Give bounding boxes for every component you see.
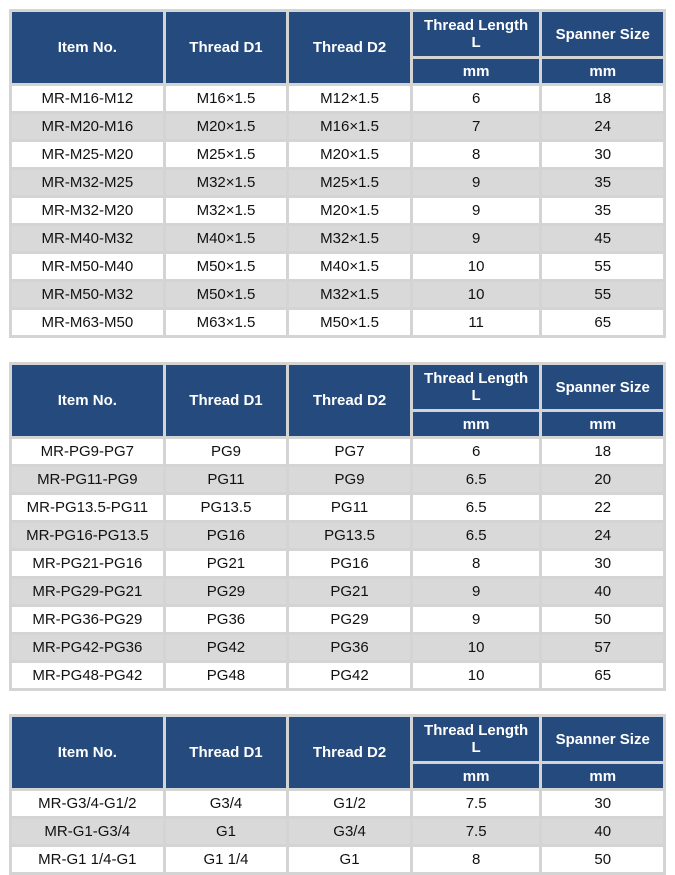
data-table [9, 362, 666, 691]
table-row [12, 170, 663, 195]
cell-thread-d1: G1 1/4 [166, 847, 287, 872]
header-thread-d2: Thread D2 [289, 717, 410, 788]
cell-item-no: MR-M20-M16 [12, 114, 163, 139]
cell-item-no: MR-PG16-PG13.5 [12, 523, 163, 548]
data-table [9, 714, 666, 875]
cell-item-no: MR-PG11-PG9 [12, 467, 163, 492]
cell-spanner-size: 65 [542, 310, 663, 335]
table-row [12, 847, 663, 872]
header-thread-d1: Thread D1 [166, 365, 287, 436]
cell-thread-d2: M20×1.5 [289, 142, 410, 167]
header-item-no: Item No. [12, 717, 163, 788]
cell-thread-length: 10 [413, 254, 540, 279]
cell-thread-d1: M32×1.5 [166, 170, 287, 195]
cell-thread-d1: M20×1.5 [166, 114, 287, 139]
cell-item-no: MR-G1 1/4-G1 [12, 847, 163, 872]
cell-item-no: MR-M32-M20 [12, 198, 163, 223]
cell-item-no: MR-PG36-PG29 [12, 607, 163, 632]
cell-thread-length: 6.5 [413, 523, 540, 548]
cell-spanner-size: 45 [542, 226, 663, 251]
cell-thread-length: 9 [413, 607, 540, 632]
cell-thread-d1: PG42 [166, 635, 287, 660]
cell-thread-length: 10 [413, 635, 540, 660]
header-thread-d2: Thread D2 [289, 365, 410, 436]
header-item-no: Item No. [12, 365, 163, 436]
table-row [12, 226, 663, 251]
table-row [12, 310, 663, 335]
cell-thread-d1: PG21 [166, 551, 287, 576]
cell-thread-d2: M16×1.5 [289, 114, 410, 139]
header-thread-length [413, 12, 540, 56]
cell-spanner-size: 30 [542, 791, 663, 816]
table-row [12, 198, 663, 223]
table-row [12, 86, 663, 111]
cell-thread-d2: M12×1.5 [289, 86, 410, 111]
cell-thread-length: 7 [413, 114, 540, 139]
cell-spanner-size: 22 [542, 495, 663, 520]
cell-thread-d1: PG13.5 [166, 495, 287, 520]
cell-thread-d1: M32×1.5 [166, 198, 287, 223]
cell-item-no: MR-PG42-PG36 [12, 635, 163, 660]
header-thread-d1: Thread D1 [166, 12, 287, 83]
thread-reducer-table-metric [9, 9, 666, 338]
cell-spanner-size: 65 [542, 663, 663, 688]
table-row [12, 579, 663, 604]
cell-thread-d2: PG9 [289, 467, 410, 492]
cell-thread-d2: G3/4 [289, 819, 410, 844]
cell-thread-d2: M25×1.5 [289, 170, 410, 195]
header-item-no: Item No. [12, 12, 163, 83]
header-row [12, 365, 663, 409]
cell-item-no: MR-M50-M40 [12, 254, 163, 279]
table-row [12, 495, 663, 520]
header-spanner-size: Spanner Size [542, 717, 663, 761]
thread-reducer-table-pg [9, 362, 666, 691]
cell-item-no: MR-PG21-PG16 [12, 551, 163, 576]
cell-item-no: MR-M25-M20 [12, 142, 163, 167]
cell-thread-d2: PG21 [289, 579, 410, 604]
cell-thread-length: 9 [413, 198, 540, 223]
cell-thread-d2: PG13.5 [289, 523, 410, 548]
header-thread-length-line2: L [471, 387, 481, 404]
cell-thread-d1: PG48 [166, 663, 287, 688]
cell-item-no: MR-PG48-PG42 [12, 663, 163, 688]
cell-thread-length: 6.5 [413, 467, 540, 492]
header-row [12, 12, 663, 56]
table-row [12, 114, 663, 139]
table-row [12, 254, 663, 279]
cell-thread-d2: PG11 [289, 495, 410, 520]
cell-spanner-size: 30 [542, 142, 663, 167]
cell-thread-d2: M20×1.5 [289, 198, 410, 223]
cell-thread-d1: PG9 [166, 439, 287, 464]
unit-thread-length: mm [413, 412, 540, 436]
unit-thread-length: mm [413, 59, 540, 83]
table-row [12, 635, 663, 660]
cell-spanner-size: 24 [542, 523, 663, 548]
cell-thread-d2: PG36 [289, 635, 410, 660]
cell-spanner-size: 57 [542, 635, 663, 660]
cell-item-no: MR-M32-M25 [12, 170, 163, 195]
header-thread-length-line2: L [471, 34, 481, 51]
cell-item-no: MR-G3/4-G1/2 [12, 791, 163, 816]
cell-spanner-size: 18 [542, 86, 663, 111]
cell-thread-d1: PG36 [166, 607, 287, 632]
cell-thread-d1: G3/4 [166, 791, 287, 816]
table-row [12, 523, 663, 548]
cell-thread-length: 6.5 [413, 495, 540, 520]
header-thread-d2: Thread D2 [289, 12, 410, 83]
table-row [12, 439, 663, 464]
cell-thread-d2: M32×1.5 [289, 226, 410, 251]
header-thread-length-line1: Thread Length [424, 370, 529, 387]
cell-thread-d1: M25×1.5 [166, 142, 287, 167]
unit-thread-length: mm [413, 764, 540, 788]
cell-thread-length: 9 [413, 170, 540, 195]
cell-thread-d2: PG42 [289, 663, 410, 688]
cell-spanner-size: 18 [542, 439, 663, 464]
cell-spanner-size: 40 [542, 579, 663, 604]
unit-spanner-size: mm [542, 764, 663, 788]
cell-thread-length: 6 [413, 86, 540, 111]
cell-spanner-size: 55 [542, 254, 663, 279]
cell-thread-length: 7.5 [413, 819, 540, 844]
header-thread-length-line1: Thread Length [424, 722, 529, 739]
cell-spanner-size: 35 [542, 170, 663, 195]
cell-thread-d2: G1/2 [289, 791, 410, 816]
cell-thread-d1: PG29 [166, 579, 287, 604]
cell-item-no: MR-M40-M32 [12, 226, 163, 251]
cell-thread-d1: M63×1.5 [166, 310, 287, 335]
table-row [12, 819, 663, 844]
table-row [12, 607, 663, 632]
table-row [12, 282, 663, 307]
cell-thread-length: 8 [413, 847, 540, 872]
cell-item-no: MR-G1-G3/4 [12, 819, 163, 844]
header-spanner-size: Spanner Size [542, 365, 663, 409]
cell-item-no: MR-PG13.5-PG11 [12, 495, 163, 520]
cell-spanner-size: 55 [542, 282, 663, 307]
cell-item-no: MR-PG29-PG21 [12, 579, 163, 604]
cell-thread-d2: G1 [289, 847, 410, 872]
cell-thread-length: 9 [413, 226, 540, 251]
cell-thread-length: 11 [413, 310, 540, 335]
cell-thread-d2: PG29 [289, 607, 410, 632]
cell-spanner-size: 30 [542, 551, 663, 576]
thread-reducer-table-g [9, 714, 666, 875]
cell-item-no: MR-M50-M32 [12, 282, 163, 307]
header-thread-length [413, 365, 540, 409]
cell-thread-d2: M40×1.5 [289, 254, 410, 279]
cell-thread-d1: M16×1.5 [166, 86, 287, 111]
data-table [9, 9, 666, 338]
cell-thread-d1: M50×1.5 [166, 282, 287, 307]
table-row [12, 551, 663, 576]
cell-thread-d1: PG16 [166, 523, 287, 548]
cell-thread-length: 9 [413, 579, 540, 604]
cell-thread-d2: PG7 [289, 439, 410, 464]
cell-item-no: MR-PG9-PG7 [12, 439, 163, 464]
table-row [12, 142, 663, 167]
cell-thread-d1: M40×1.5 [166, 226, 287, 251]
cell-thread-d1: M50×1.5 [166, 254, 287, 279]
cell-thread-d1: PG11 [166, 467, 287, 492]
header-spanner-size: Spanner Size [542, 12, 663, 56]
table-row [12, 663, 663, 688]
cell-thread-length: 7.5 [413, 791, 540, 816]
header-thread-length-line1: Thread Length [424, 17, 529, 34]
table-row [12, 791, 663, 816]
cell-thread-length: 8 [413, 142, 540, 167]
cell-thread-d2: PG16 [289, 551, 410, 576]
cell-thread-length: 6 [413, 439, 540, 464]
header-thread-d1: Thread D1 [166, 717, 287, 788]
unit-spanner-size: mm [542, 412, 663, 436]
cell-spanner-size: 50 [542, 607, 663, 632]
table-row [12, 467, 663, 492]
cell-thread-d1: G1 [166, 819, 287, 844]
cell-spanner-size: 24 [542, 114, 663, 139]
header-thread-length-line2: L [471, 739, 481, 756]
unit-spanner-size: mm [542, 59, 663, 83]
cell-thread-length: 8 [413, 551, 540, 576]
cell-spanner-size: 50 [542, 847, 663, 872]
cell-spanner-size: 20 [542, 467, 663, 492]
cell-item-no: MR-M16-M12 [12, 86, 163, 111]
cell-spanner-size: 40 [542, 819, 663, 844]
cell-thread-d2: M50×1.5 [289, 310, 410, 335]
cell-thread-d2: M32×1.5 [289, 282, 410, 307]
cell-thread-length: 10 [413, 282, 540, 307]
cell-item-no: MR-M63-M50 [12, 310, 163, 335]
cell-thread-length: 10 [413, 663, 540, 688]
cell-spanner-size: 35 [542, 198, 663, 223]
header-row [12, 717, 663, 761]
header-thread-length [413, 717, 540, 761]
